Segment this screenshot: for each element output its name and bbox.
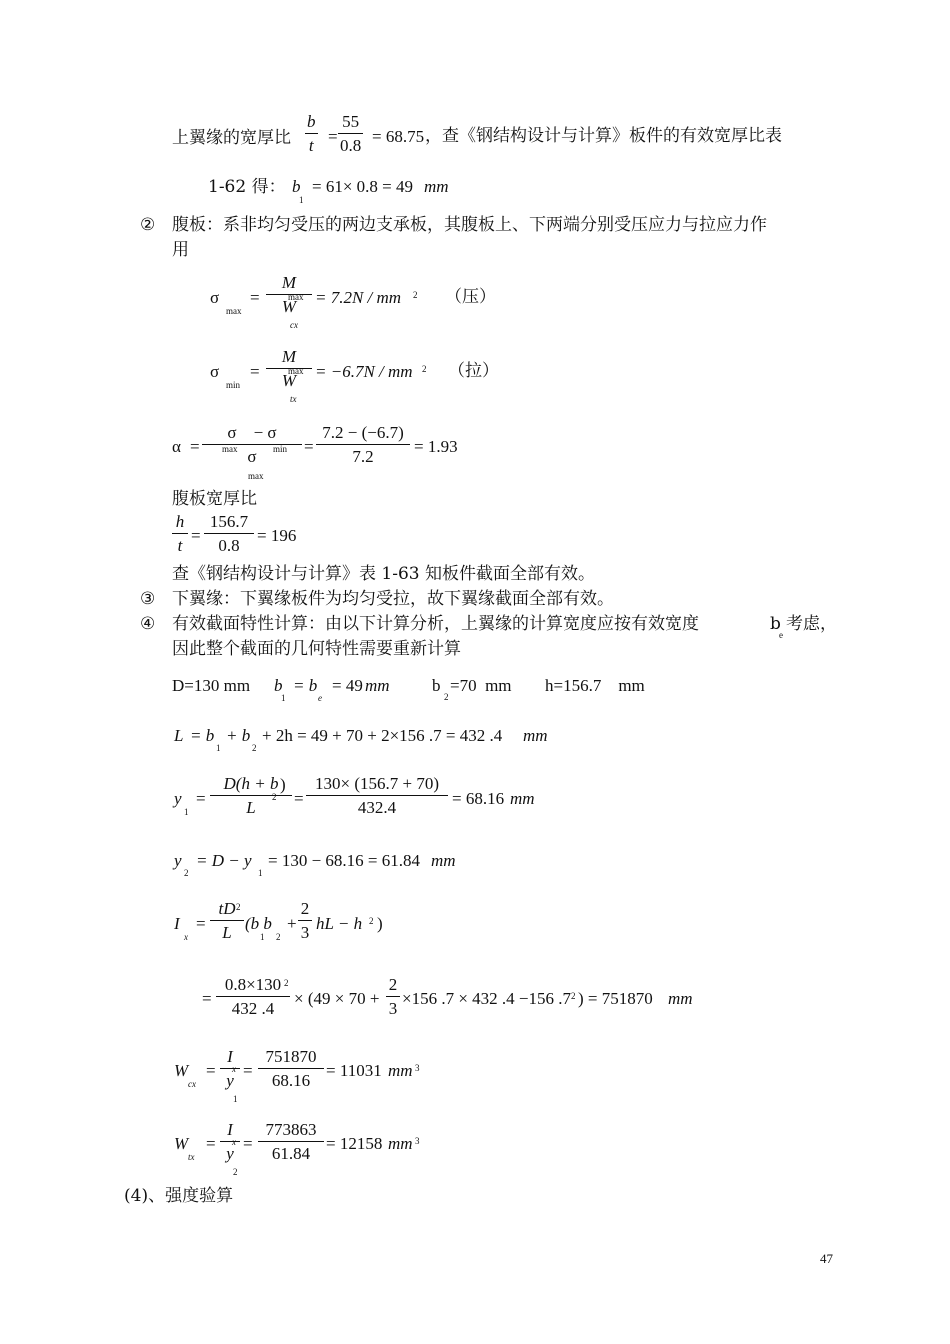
ratio-result: = 68.75 [372, 127, 425, 146]
ratio-fraction-values: 55 0.8 [340, 112, 362, 155]
check-line: 查《钢结构设计与计算》表 1-63 知板件截面全部有效。 [172, 564, 595, 584]
page-number: 47 [820, 1251, 833, 1266]
ratio-fraction-bt: b t [307, 112, 316, 155]
reference-text: ，查《钢结构设计与计算》板件的有效宽厚比表 [425, 126, 782, 146]
item-marker: ② [140, 215, 156, 235]
flange-ratio-label: 上翼缘的宽厚比 [172, 128, 291, 148]
section-heading: (4)、强度验算 [124, 1186, 234, 1206]
